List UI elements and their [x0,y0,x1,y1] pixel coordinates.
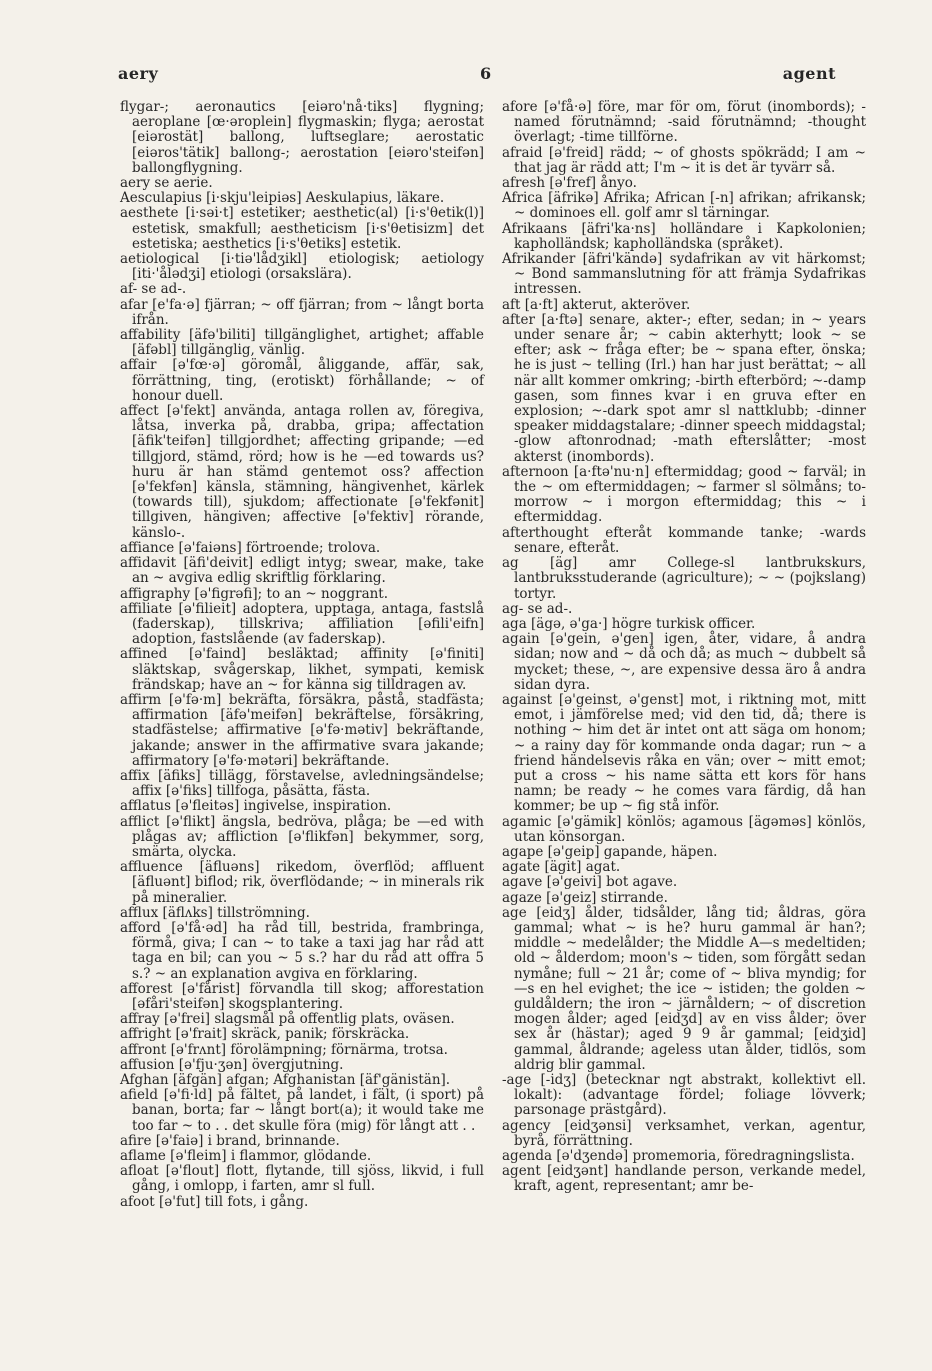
right-column [502,100,866,1195]
dictionary-entry: -age [-idʒ] (betecknar ngt abstrakt, kollektivt ell. lokalt): (advantage fördel; foliage lövverk; parsonage prästgård). [502,1072,866,1119]
dictionary-entry: affix [äfiks] tillägg, förstavelse, avledningsändelse; affix [ə'fiks] tillfoga, påsätta, fästa. [120,767,484,800]
dictionary-entry: afterthought efteråt kommande tanke; -wards senare, efteråt. [502,524,866,556]
dictionary-entry: aga [ägə, ə'ga·] högre turkisk officer. [502,615,756,632]
dictionary-entry: affright [ə'frait] skräck, panik; förskräcka. [120,1026,410,1043]
dictionary-entry: affair [ə'fœ·ə] göromål, åliggande, affär, sak, förrättning, ting, (erotiskt) förhållande; ~ of honour duell. [120,357,484,404]
dictionary-entry: affability [äfə'biliti] tillgänglighet, artighet; affable [äfəbl] tillgänglig, vänlig. [120,327,484,359]
dictionary-entry: flygar-; aeronautics [eiəro'nå·tiks] flygning; aeroplane [œ·əroplein] flygmaskin; flyga; aerostat [eiərostät] ballong, luftseglare; aerostatic [eiəros'tätik] ballong-; aerostation [eiəro'steifən] ballongflygning. [120,99,484,176]
dictionary-entry: Africa [äfrikə] Afrika; African [-n] afrikan; afrikansk; ~ dominoes ell. golf amr sl tärningar. [502,190,866,222]
dictionary-entry: ag [äg] amr College-sl lantbrukskurs, lantbruksstuderande (agriculture); ~ ~ (pojkslang) tortyr. [502,555,866,602]
dictionary-entry: afoot [ə'fut] till fots, i gång. [120,1193,309,1210]
dictionary-entry: Afrikaans [äfri'ka·ns] holländare i Kapkolonien; kapholländsk; kapholländska (språket). [502,220,866,252]
dictionary-entry: agaze [ə'geiz] stirrande. [502,889,668,906]
dictionary-entry: aft [a·ft] akterut, akteröver. [502,296,691,313]
dictionary-entry: ag- se ad-. [502,600,573,617]
dictionary-entry: aesthete [i·səi·t] estetiker; aesthetic(al) [i·s'θetik(l)] estetisk, smakfull; aestheticism [i·s'θetisizm] det estetiska; aesthetics [i·s'θetiks] estetik. [120,205,484,252]
dictionary-entry: affiance [ə'faiəns] förtroende; trolova. [120,539,381,556]
dictionary-entry: affined [ə'faind] besläktad; affinity [ə'finiti] släktskap, svågerskap, likhet, sympati, kemisk frändskap; have an ~ for känna sig tilldragen av. [120,646,484,693]
dictionary-entry: affirm [ə'fə·m] bekräfta, försäkra, påstå, stadfästa; affirmation [äfə'meifən] bekräftelse, försäkring, stadfästelse; affirmative [ə'fə·mətiv] bekräftande, jakande; answer in the affirmative svara jakande; affirmatory [ə'fə·mətəri] bekräftande. [120,691,484,769]
dictionary-entry: afield [ə'fi·ld] på fältet, på landet, i fält, (i sport) på banan, borta; far ~ långt bort(a); it would take me too far ~ to . . det skulle föra (mig) för långt att . . [120,1087,484,1134]
dictionary-entry: affront [ə'frʌnt] förolämpning; förnärma, trotsa. [120,1041,448,1058]
dictionary-entry: against [ə'geinst, ə'genst] mot, i riktning mot, mitt emot, i jämförelse med; vid den tid, då; there is nothing ~ him det är intet ont att säga om honom; ~ a rainy day för kommande onda dagar; run ~ a friend händelsevis råka en vän; over ~ mitt emot; put a cross ~ his name sätta ett kors för hans namn; be ready ~ he comes vara färdig, då han kommer; be up ~ fig stå inför. [502,691,866,815]
dictionary-entry: affray [ə'frei] slagsmål på offentlig plats, oväsen. [120,1011,455,1028]
dictionary-entry: again [ə'gein, ə'gen] igen, åter, vidare, å andra sidan; now and ~ då och då; as much ~ dubbelt så mycket; these, ~, are expensive dessa äro å andra sidan dyra. [502,631,866,693]
dictionary-entry: Afghan [äfgän] afgan; Afghanistan [äf'gänistän]. [120,1072,451,1088]
dictionary-entry: Afrikander [äfri'kändə] sydafrikan av vit härkomst; ~ Bond sammanslutning för att främja Sydafrikas intressen. [502,251,866,298]
dictionary-entry: afore [ə'få·ə] före, mar för om, förut (inombords); -named förutnämnd; -said förutnämnd; -thought överlagt; -time tillförne. [502,99,866,146]
dictionary-entry: affiliate [ə'filieit] adoptera, upptaga, antaga, fastslå (faderskap), tillskriva; affiliation [əfili'eifn] adoption, fastslående (av faderskap). [120,600,484,648]
left-column [120,100,484,1210]
dictionary-entry: afternoon [a·ftə'nu·n] eftermiddag; good ~ farväl; in the ~ om eftermiddagen; ~ farmer sl sölmåns; to-morrow ~ i morgon eftermiddag; this ~ i eftermiddag. [502,463,866,526]
dictionary-entry: aflame [ə'fleim] i flammor, glödande. [120,1148,372,1165]
dictionary-entry: agenda [ə'dʒendə] promemoria, föredragningslista. [502,1148,855,1165]
dictionary-entry: agamic [ə'gämik] könlös; agamous [ägəməs] könlös, utan könsorgan. [502,813,866,845]
dictionary-entry: after [a·ftə] senare, akter-; efter, sedan; in ~ years under senare år; ~ cabin akterhytt; look ~ se efter; ask ~ fråga efter; be ~ spana efter, önska; he is just ~ telling (Irl.) han har just berättat; ~ all när allt kommer omkring; -birth efterbörd; ~-damp gasen, som finnes kvar i en gruva efter en explosion; ~-dark spot amr sl nattklubb; -dinner speaker middagstalare; -dinner speech middagstal; -glow aftonrodnad; -math efterslåtter; -most akterst (inombords). [502,311,866,465]
dictionary-entry: afflatus [ə'fleitəs] ingivelse, inspiration. [120,798,392,815]
dictionary-entry: afire [ə'faiə] i brand, brinnande. [120,1132,340,1149]
dictionary-entry: agency [eidʒənsi] verksamhet, verkan, agentur, byrå, förrättning. [502,1117,866,1149]
dictionary-entry: agape [ə'geip] gapande, häpen. [502,843,718,860]
dictionary-entry: afford [ə'få·əd] ha råd till, bestrida, frambringa, förmå, giva; I can ~ to take a taxi jag har råd att taga en bil; can you ~ 5 s.? har du råd att offra 5 s.? ~ an explanation avgiva en förklaring. [120,919,484,982]
dictionary-entry: afraid [ə'freid] rädd; ~ of ghosts spökrädd; I am ~ that jag är rädd att; I'm ~ it is det är tyvärr så. [502,144,866,176]
dictionary-entry: afloat [ə'flout] flott, flytande, till sjöss, likvid, i full gång, i omlopp, i farten, amr sl full. [120,1163,484,1195]
dictionary-entry: age [eidʒ] ålder, tidsålder, lång tid; åldras, göra gammal; what ~ is he? huru gammal är han?; middle ~ medelålder; the Middle A—s medeltiden; old ~ ålderdom; moon's ~ tiden, som förgått sedan nymåne; full ~ 21 år; come of ~ bliva myndig; for —s en hel evighet; the ice ~ istiden; the golden ~ guldåldern; the iron ~ järnåldern; ~ of discretion mogen ålder; aged [eidʒd] av en viss ålder; över sex år (hästar); aged 9 9 år gammal; [eidʒid] gammal, åldrande; ageless utan ålder, tidlös, som aldrig blir gammal. [502,904,866,1073]
dictionary-entry: affidavit [äfi'deivit] edligt intyg; swear, make, take an ~ avgiva edlig skriftlig förklaring. [120,555,484,587]
dictionary-entry: agave [ə'geivi] bot agave. [502,874,678,891]
dictionary-entry: aetiological [i·tiə'lådʒikl] etiologisk; aetiology [iti·'ålədʒi] etiologi (orsakslära). [120,251,484,283]
page-number: 6 [480,64,492,83]
dictionary-entry: afflict [ə'flikt] ängsla, bedröva, plåga; be —ed with plågas av; affliction [ə'flikfən] bekymmer, sorg, smärta, olycka. [120,813,484,860]
dictionary-entry: afflux [äflʌks] tillströmning. [120,904,310,921]
header-guide-word-left: aery [118,64,159,83]
dictionary-entry: afforest [ə'fårist] förvandla till skog; afforestation [əfåri'steifən] skogsplantering. [120,980,484,1012]
dictionary-entry: affect [ə'fekt] använda, antaga rollen av, föregiva, låtsa, inverka på, drabba, gripa; affectation [äfik'teifən] tillgjordhet; affecting gripande; —ed tillgjord, stämd, rörd; how is he —ed towards us? huru är han stämd gentemot oss? affection [ə'fekfən] känsla, stämning, hängivenhet, kärlek (towards till), sjukdom; affectionate [ə'fekfənit] tillgiven, hängiven; affective [ə'fektiv] rörande, känslo-. [120,403,484,541]
dictionary-entry: Aesculapius [i·skju'leipiəs] Aeskulapius, läkare. [120,190,445,207]
dictionary-entry: affusion [ə'fju·ʒən] övergjutning. [120,1056,344,1073]
dictionary-entry: affluence [äfluəns] rikedom, överflöd; affluent [äfluənt] biflod; rik, överflödande; ~ in minerals rik på mineralier. [120,859,484,906]
dictionary-entry: agent [eidʒənt] handlande person, verkande medel, kraft, agent, representant; amr be- [502,1163,866,1195]
dictionary-entry: aery se aerie. [120,175,213,192]
dictionary-entry: afresh [ə'fref] ånyo. [502,175,637,192]
header-guide-word-right: agent [782,64,836,83]
dictionary-entry: affigraphy [ə'figrəfi]; to an ~ noggrant. [120,585,389,602]
dictionary-entry: agate [ägit] agat. [502,859,621,876]
dictionary-entry: af- se ad-. [120,281,187,298]
dictionary-entry: afar [e'fa·ə] fjärran; ~ off fjärran; from ~ långt borta ifrån. [120,296,484,328]
